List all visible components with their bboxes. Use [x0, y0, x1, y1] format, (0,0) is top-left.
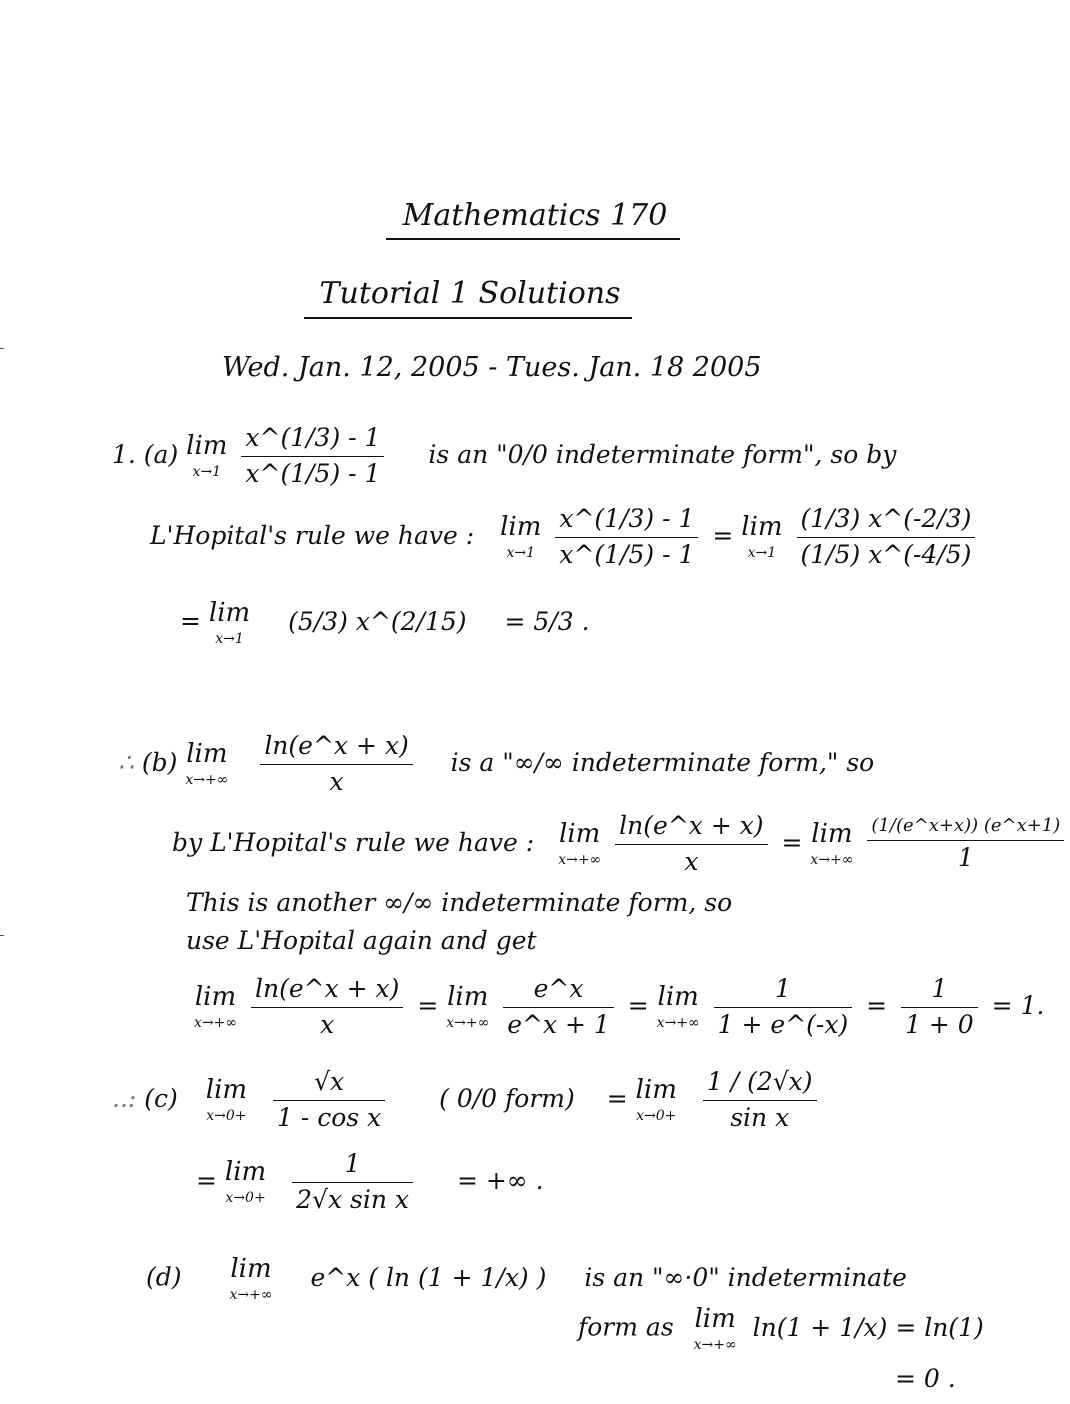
- limit: lim x→1: [741, 512, 783, 562]
- q1a-text: is an "0/0 indeterminate form", so by: [428, 439, 897, 469]
- q1b-line5: lim x→+∞ $\frac{\ln(e\^{}x + x)}{x}$ = lim x→+∞ $\frac{e\^{}x}{e\^{}x + 1}$ = lim x→+∞ $\frac{1}{1 + e\^{}(-x)}$ = $\frac{1}{1 + 0}$ = 1.: [194, 974, 1045, 1039]
- q1c-line1: ..: (c) lim x→0+ $\frac{√x}{\text{1 - cos x}}$ ( 0/0 form) = lim x→0+ $\frac{1 / (2√x)}{\text{sin x}}$: [112, 1068, 823, 1133]
- limit: lim x→+∞: [656, 982, 700, 1032]
- limit: lim x→+∞: [810, 819, 854, 869]
- page-title: Mathematics 170: [402, 198, 668, 233]
- q1b-text: use L'Hopital again and get: [186, 926, 537, 955]
- scan-speck: ..:: [112, 1083, 137, 1113]
- q1d-text: form as: [578, 1312, 674, 1342]
- q1c-label: (c): [144, 1083, 178, 1113]
- limit: lim x→0+: [635, 1075, 677, 1125]
- scan-mark: [0, 348, 4, 349]
- fraction: $\frac{1}{\text{2√x sin x}}$: [292, 1150, 413, 1215]
- q1c-result: = +∞ .: [456, 1165, 544, 1195]
- q1b-result: = 1.: [991, 990, 1045, 1020]
- limit: lim x→0+: [205, 1075, 248, 1125]
- subtitle-underline: [304, 317, 632, 319]
- fraction: $\frac{\ln(e\^{}x + x)}{x}$: [251, 975, 403, 1040]
- limit: lim x→1: [500, 512, 542, 562]
- limit: lim x→+∞: [185, 739, 229, 789]
- fraction: $\frac{1 / (2√x)}{\text{sin x}}$: [703, 1068, 817, 1133]
- fraction: $\frac{x\^{}(1/3) - 1}{x\^{}(1/5) - 1}$: [555, 505, 698, 570]
- q1a-result: = 5/3 .: [504, 606, 590, 636]
- q1c-line2: = lim x→0+ $\frac{1}{\text{2√x sin x}}$ = +∞ .: [196, 1149, 544, 1214]
- q1b-text: This is another ∞/∞ indeterminate form, so: [186, 888, 733, 917]
- scan-speck: ∴: [118, 747, 134, 777]
- q1c-form: ( 0/0 form): [439, 1083, 575, 1113]
- limit: lim x→1: [186, 431, 228, 481]
- fraction: $\frac{\ln(e\^{}x + x)}{x}$: [260, 732, 412, 797]
- expression: e^x ( ln (1 + 1/x) ): [310, 1262, 547, 1292]
- fraction: $\frac{x\^{}(1/3) - 1}{x\^{}(1/5) - 1}$: [241, 424, 384, 489]
- limit: lim x→+∞: [229, 1254, 273, 1303]
- q1d-line2: [578, 1306, 984, 1352]
- q1d-line1: [146, 1256, 907, 1302]
- q1b-text: is a "∞/∞ indeterminate form," so: [450, 747, 875, 777]
- fraction: $\frac{1}{1 + 0}$: [901, 975, 978, 1040]
- fraction: $\frac{√x}{\text{1 - cos x}}$: [273, 1068, 385, 1133]
- date-range: Wed. Jan. 12, 2005 - Tues. Jan. 18 2005: [222, 352, 762, 383]
- fraction: $\frac{e\^{}x}{e\^{}x + 1}$: [503, 975, 614, 1040]
- limit: lim x→+∞: [558, 819, 602, 869]
- fraction: $\frac{(1/(e\^{}x+x)) (e\^{}x+1)}{1}$: [867, 816, 1064, 872]
- q1a-label: 1. (a): [112, 439, 179, 469]
- fraction: $\frac{(1/3) x\^{}(-2/3)}{(1/5) x\^{}(-4/5)}$: [797, 505, 976, 570]
- q1b-line1: [118, 732, 874, 797]
- q1a-line3: = lim x→1 (5/3) x^(2/15) = 5/3 .: [180, 598, 590, 647]
- fraction: $\frac{1}{1 + e\^{}(-x)}$: [714, 975, 853, 1040]
- q1b-text: by L'Hopital's rule we have :: [172, 827, 535, 857]
- limit: lim x→+∞: [194, 982, 238, 1032]
- title-underline: [386, 238, 680, 240]
- q1a-text: L'Hopital's rule we have :: [150, 520, 475, 550]
- q1a-line2: L'Hopital's rule we have : lim x→1 $\frac{x\^{}(1/3) - 1}{x\^{}(1/5) - 1}$ = lim x→1 $\frac{(1/3) x\^{}(-2/3)}{(1/5) x\^{}(-4/5)}$: [150, 505, 981, 570]
- q1d-label: (d): [146, 1262, 182, 1292]
- q1a-line1: [112, 424, 896, 489]
- expression: (5/3) x^(2/15): [288, 606, 467, 636]
- expression: ln(1 + 1/x) = ln(1): [752, 1312, 984, 1342]
- limit: lim x→1: [208, 598, 251, 647]
- limit: lim x→+∞: [446, 982, 490, 1032]
- q1d-text: is an "∞·0" indeterminate: [584, 1262, 907, 1292]
- page-subtitle: Tutorial 1 Solutions: [319, 276, 621, 311]
- scan-mark: [0, 935, 4, 936]
- limit: lim x→0+: [224, 1157, 267, 1207]
- q1b-label: (b): [141, 747, 178, 777]
- limit: lim x→+∞: [693, 1304, 737, 1353]
- fraction: $\frac{\ln(e\^{}x + x)}{x}$: [615, 812, 767, 877]
- q1b-line2: by L'Hopital's rule we have : lim x→+∞ $\frac{\ln(e\^{}x + x)}{x}$ = lim x→+∞ $\frac{(1/(e\^{}x+x)) (e\^{}x+1)}{1}$: [172, 812, 1070, 877]
- q1d-result: = 0 .: [895, 1364, 956, 1393]
